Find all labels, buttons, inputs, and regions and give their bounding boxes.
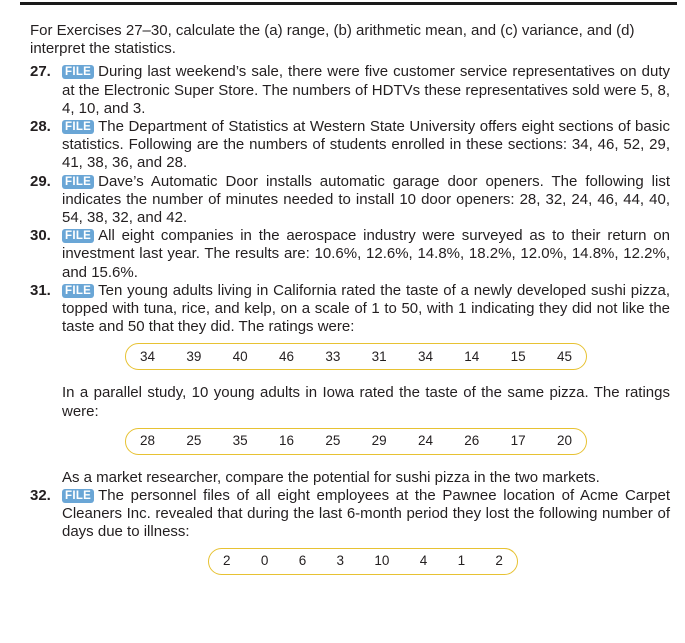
data-value: 46 (278, 348, 295, 364)
exercise-text: Dave’s Automatic Door installs automatic garage door openers. The following list indicates the number of minutes needed to install 10 door openers: 28, 32, 24, 46, 44, 40, 54, 38, 32, and 42. (62, 172, 670, 227)
file-badge: FILE (62, 284, 94, 298)
exercise-text: The personnel files of all eight employees at the Pawnee location of Acme Carpet Cleaners Inc. revealed that during the last 6-month period they lost the following number of days due to illness: (62, 487, 670, 541)
illness-days-row (30, 548, 670, 575)
data-value: 16 (278, 433, 295, 449)
data-value: 10 (374, 553, 390, 569)
data-value: 34 (417, 348, 433, 364)
data-value: 29 (371, 433, 387, 449)
iowa-ratings-row (30, 428, 670, 455)
data-value: 28 (140, 433, 156, 449)
exercise-29 (30, 173, 670, 228)
data-value: 25 (186, 433, 202, 449)
exercise-list (30, 63, 670, 336)
file-badge: FILE (62, 175, 94, 189)
exercise-31 (30, 282, 670, 337)
data-value: 45 (556, 348, 572, 364)
data-value: 35 (232, 433, 248, 449)
file-badge: FILE (62, 229, 94, 243)
illness-days-box (208, 548, 518, 575)
exercise-32 (30, 487, 670, 542)
data-value: 24 (417, 433, 433, 449)
data-value: 2 (495, 553, 503, 569)
compare-markets-text: As a market researcher, compare the potential for sushi pizza in the two markets. (62, 468, 600, 486)
exercise-number: 29. (30, 172, 51, 190)
exercise-number: 32. (30, 487, 51, 505)
data-value: 17 (510, 433, 526, 449)
exercise-27 (30, 63, 670, 118)
top-rule (20, 2, 677, 5)
exercise-text: During last weekend’s sale, there were five customer service representatives on duty at the Electronic Super Store. The numbers of HDTVs these representatives sold were 5, 8, 4, 10, and 3. (62, 63, 670, 117)
data-value: 0 (260, 553, 269, 569)
exercise-number: 30. (30, 227, 51, 245)
data-value: 6 (298, 553, 307, 569)
data-value: 14 (464, 348, 480, 364)
data-value: 31 (371, 348, 387, 364)
data-value: 34 (140, 348, 156, 364)
exercise-number: 31. (30, 281, 51, 299)
exercise-28 (30, 118, 670, 173)
exercise-text: The Department of Statistics at Western State University offers eight sections of basic statistics. Following are the numbers of students enrolled in these sections: 34, 46, 52, 29, 41, 38, 36, and 28. (62, 118, 670, 172)
exercise-30 (30, 227, 670, 282)
exercise-text: All eight companies in the aerospace industry were surveyed as to their return on investment last year. The results are: 10.6%, 12.6%, 14.8%, 18.2%, 12.0%, 14.8%, 12.2%, and 15.6%. (62, 227, 670, 281)
data-value: 4 (419, 553, 428, 569)
data-value: 39 (186, 348, 202, 364)
data-value: 3 (336, 553, 345, 569)
file-badge: FILE (62, 489, 94, 503)
california-ratings-box (125, 343, 587, 370)
data-value: 20 (556, 433, 572, 449)
data-value: 40 (232, 348, 248, 364)
data-value: 25 (325, 433, 341, 449)
iowa-study-text: In a parallel study, 10 young adults in Iowa rated the taste of the same pizza. The ratings were: (62, 384, 670, 420)
exercise-number: 28. (30, 118, 51, 136)
data-value: 15 (510, 348, 526, 364)
exercise-page (30, 22, 670, 575)
data-value: 2 (223, 553, 231, 569)
california-ratings-row (30, 343, 670, 370)
exercise-text: Ten young adults living in California rated the taste of a newly developed sushi pizza, topped with tuna, rice, and kelp, on a scale of 1 to 50, with 1 indicating they did not like the taste and 50 that they did. The ratings were: (62, 281, 670, 336)
data-value: 1 (457, 553, 466, 569)
file-badge: FILE (62, 65, 94, 79)
data-value: 33 (325, 348, 341, 364)
exercise-intro: For Exercises 27–30, calculate the (a) range, (b) arithmetic mean, and (c) variance, and (d) interpret the statistics. (30, 22, 635, 58)
exercise-number: 27. (30, 63, 51, 81)
file-badge: FILE (62, 120, 94, 134)
iowa-ratings-box (125, 428, 587, 455)
data-value: 26 (464, 433, 480, 449)
